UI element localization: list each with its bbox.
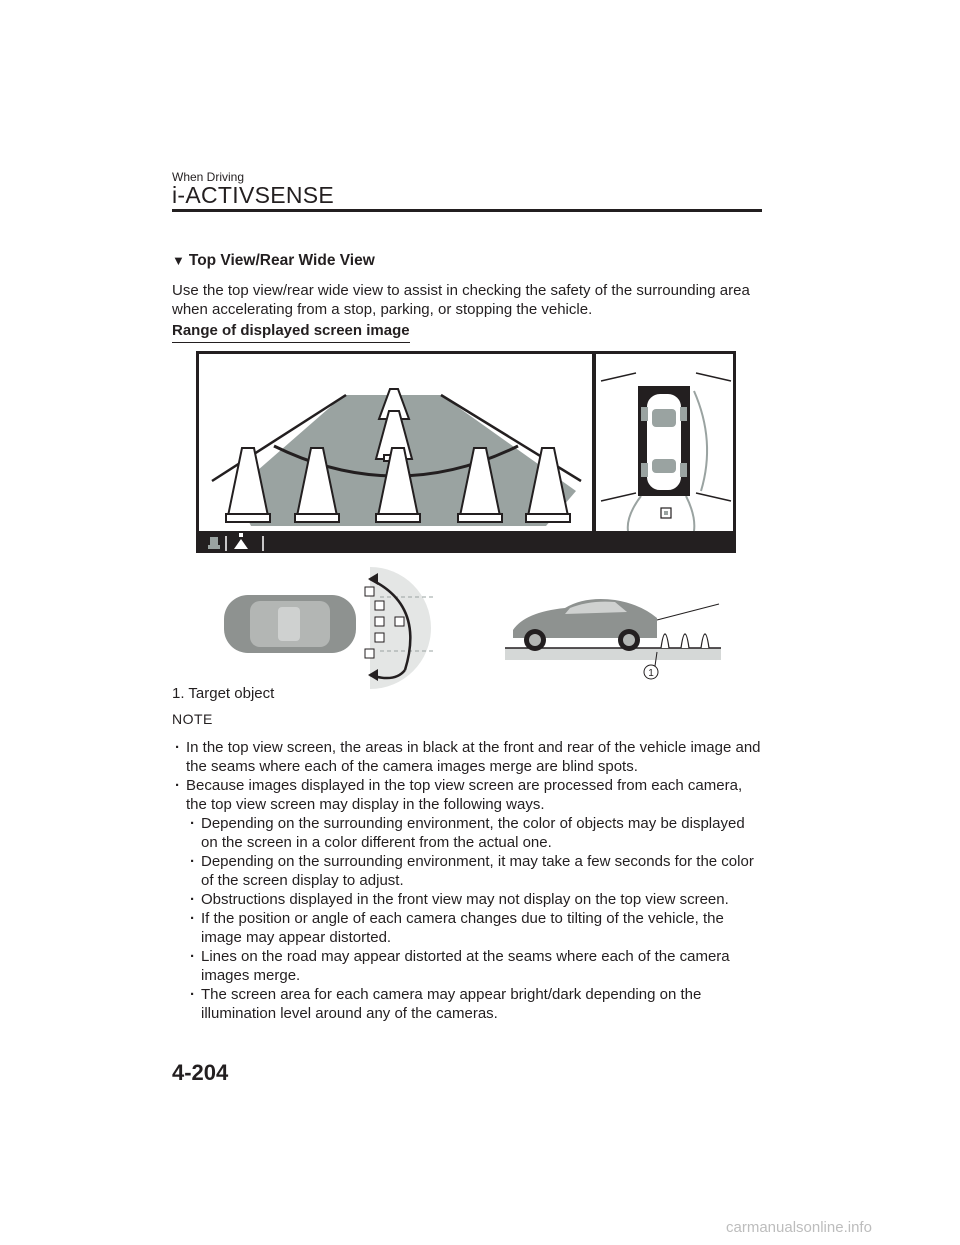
- note-item: · In the top view screen, the areas in black at the front and rear of the vehicle image and the seams where each of the camera images merge are blind spots.: [173, 738, 763, 776]
- note-title: NOTE: [172, 711, 213, 727]
- topic-heading-text: Top View/Rear Wide View: [188, 252, 375, 269]
- note-sublist: [188, 814, 762, 1023]
- triangle-marker-icon: ▼: [172, 253, 185, 268]
- note-subitem: · Obstructions displayed in the front view may not display on the top view screen.: [188, 890, 762, 909]
- note-subitem: · Lines on the road may appear distorted at the seams where each of the camera images merge.: [188, 947, 762, 985]
- figure-item-target-object: 1. Target object: [172, 685, 275, 702]
- note-subitem: · Depending on the surrounding environment, it may take a few seconds for the color of the screen display to adjust.: [188, 852, 762, 890]
- header-rule: [172, 209, 762, 212]
- section-title: i-ACTIVSENSE: [172, 182, 335, 208]
- topic-heading: [172, 252, 375, 270]
- side-view-car-illustration: [505, 590, 721, 682]
- intro-paragraph: Use the top view/rear wide view to assist in checking the safety of the surrounding area when accelerating from a stop, parking, or stopping the vehicle.: [172, 282, 750, 318]
- watermark: carmanualsonline.info: [726, 1219, 872, 1236]
- figure-subheading: Range of displayed screen image: [172, 322, 410, 343]
- note-subitem: · Depending on the surrounding environment, the color of objects may be displayed on the screen in a color different from the actual one.: [188, 814, 762, 852]
- chapter-label: When Driving: [172, 170, 245, 184]
- page-number: 4-204: [172, 1060, 229, 1085]
- callout-number: 1: [648, 668, 654, 679]
- note-subitem: · If the position or angle of each camera changes due to tilting of the vehicle, the image may appear distorted.: [188, 909, 762, 947]
- camera-screen-illustration: [196, 351, 736, 553]
- note-list: [173, 738, 763, 814]
- note-item: · Because images displayed in the top view screen are processed from each camera, the top view screen may display in the following ways.: [173, 776, 763, 814]
- top-down-car-illustration: [220, 565, 436, 691]
- note-subitem: · The screen area for each camera may appear bright/dark depending on the illumination level around any of the cameras.: [188, 985, 762, 1023]
